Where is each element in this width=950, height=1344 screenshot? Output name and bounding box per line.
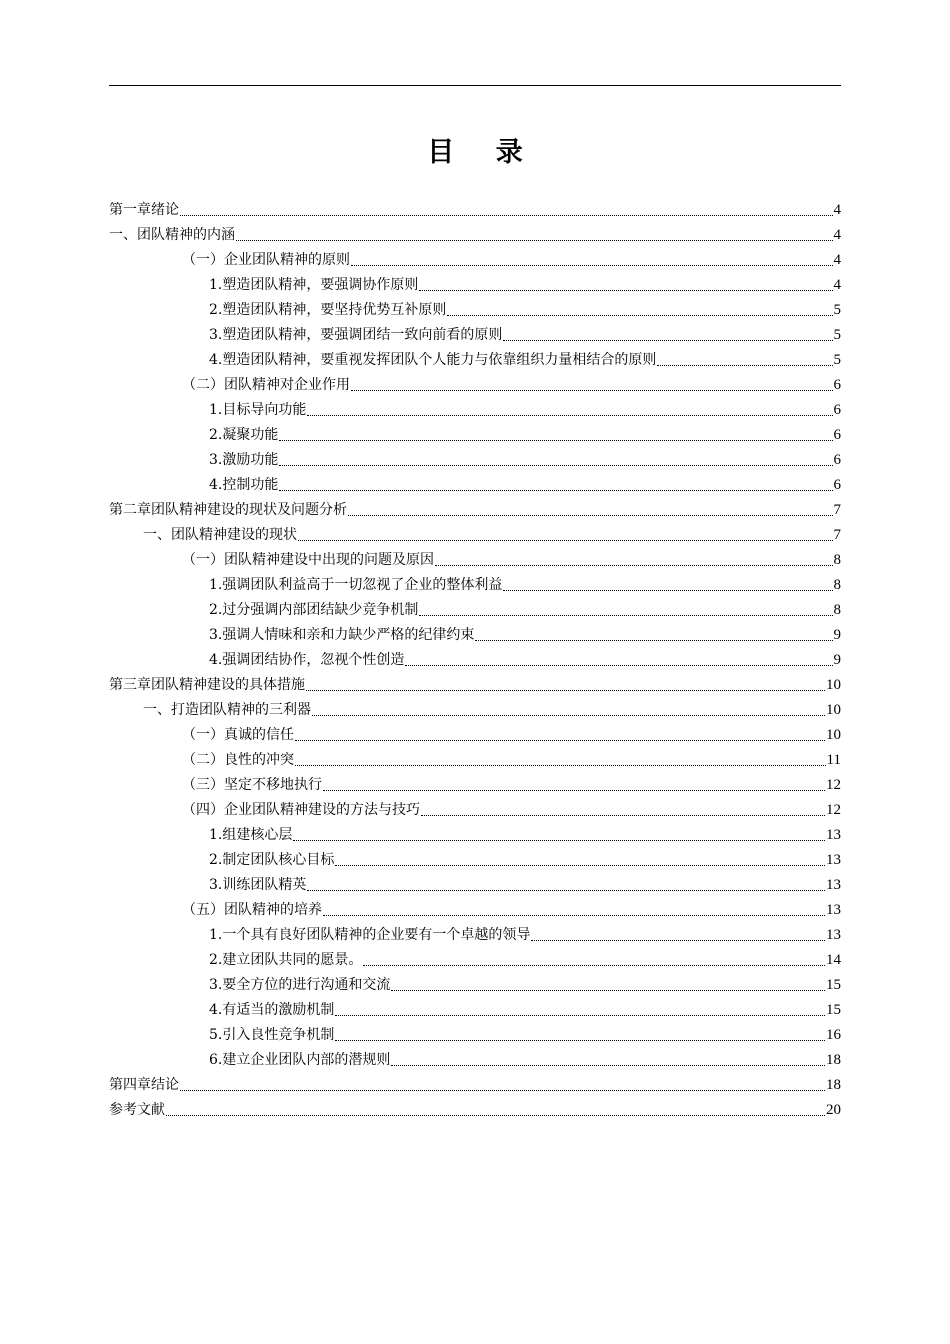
toc-dot-leader [323, 789, 825, 791]
toc-dot-leader [391, 989, 825, 991]
toc-entry-title: 1.塑造团队精神，要强调协作原则 [209, 277, 419, 293]
toc-page-number: 4 [833, 227, 841, 243]
toc-entry-title: 2.制定团队核心目标 [209, 852, 335, 868]
toc-entry-title: 第一章绪论 [109, 202, 179, 218]
toc-entry-title: 第二章团队精神建设的现状及问题分析 [109, 502, 347, 518]
toc-page-number: 8 [833, 577, 841, 593]
toc-entry-title: 第三章团队精神建设的具体措施 [109, 677, 305, 693]
toc-entry-title: （二）团队精神对企业作用 [182, 377, 350, 393]
toc-page-number: 6 [833, 477, 841, 493]
toc-dot-leader [323, 914, 825, 916]
toc-page-number: 15 [826, 977, 841, 993]
toc-page-number: 10 [826, 677, 841, 693]
toc-entry-title: （一）企业团队精神的原则 [182, 252, 350, 268]
toc-entry-title: 4.强调团结协作，忽视个性创造 [209, 652, 405, 668]
toc-dot-leader [419, 289, 832, 291]
toc-entry[interactable] [109, 723, 841, 748]
toc-page-number: 13 [826, 927, 841, 943]
toc-entry[interactable] [109, 798, 841, 823]
toc-page-number: 10 [826, 702, 841, 718]
toc-entry-title: 2.凝聚功能 [209, 427, 279, 443]
toc-page-number: 5 [833, 352, 841, 368]
toc-dot-leader [351, 389, 833, 391]
toc-entry[interactable] [109, 823, 841, 848]
toc-entry[interactable] [109, 498, 841, 523]
toc-entry[interactable] [109, 648, 841, 673]
toc-page-number: 12 [826, 777, 841, 793]
toc-entry[interactable] [109, 998, 841, 1023]
toc-entry-title: 1.一个具有良好团队精神的企业要有一个卓越的领导 [209, 927, 531, 943]
toc-page-number: 12 [826, 802, 841, 818]
toc-page-number: 6 [833, 427, 841, 443]
toc-entry-title: 3.训练团队精英 [209, 877, 307, 893]
toc-entry-title: 一、团队精神建设的现状 [143, 527, 297, 543]
toc-dot-leader [293, 839, 825, 841]
toc-entry[interactable] [109, 973, 841, 998]
toc-page-number: 5 [833, 302, 841, 318]
toc-dot-leader [435, 564, 833, 566]
toc-entry[interactable] [109, 698, 841, 723]
toc-entry-title: 2.过分强调内部团结缺少竞争机制 [209, 602, 419, 618]
toc-dot-leader [419, 614, 832, 616]
toc-entry[interactable] [109, 323, 841, 348]
toc-dot-leader [421, 814, 825, 816]
toc-entry-title: 4.控制功能 [209, 477, 279, 493]
toc-page-number: 9 [833, 652, 841, 668]
toc-page-number: 11 [826, 752, 841, 768]
toc-entry-title: 6.建立企业团队内部的潜规则 [209, 1052, 391, 1068]
toc-dot-leader [335, 1014, 825, 1016]
toc-entry[interactable] [109, 773, 841, 798]
toc-page-number: 4 [833, 252, 841, 268]
toc-entry[interactable] [109, 423, 841, 448]
toc-dot-leader [335, 864, 825, 866]
toc-dot-leader [351, 264, 833, 266]
toc-dot-leader [298, 539, 833, 541]
toc-entry-title: 一、团队精神的内涵 [109, 227, 235, 243]
toc-entry[interactable] [109, 198, 841, 223]
toc-dot-leader [503, 339, 832, 341]
toc-dot-leader [180, 214, 833, 216]
toc-entry-title: 4.塑造团队精神，要重视发挥团队个人能力与依靠组织力量相结合的原则 [209, 352, 657, 368]
toc-dot-leader [295, 764, 826, 766]
toc-dot-leader [405, 664, 832, 666]
toc-dot-leader [279, 439, 832, 441]
toc-entry-title: 3.强调人情味和亲和力缺少严格的纪律约束 [209, 627, 475, 643]
toc-page-number: 4 [833, 202, 841, 218]
toc-entry-title: 1.目标导向功能 [209, 402, 307, 418]
toc-dot-leader [503, 589, 832, 591]
toc-page-number: 13 [826, 827, 841, 843]
toc-entry-title: （一）团队精神建设中出现的问题及原因 [182, 552, 434, 568]
toc-entry-title: 1.组建核心层 [209, 827, 293, 843]
toc-page-number: 5 [833, 327, 841, 343]
toc-page-number: 6 [833, 452, 841, 468]
toc-dot-leader [180, 1089, 825, 1091]
toc-entry[interactable] [109, 573, 841, 598]
toc-entry-title: 3.要全方位的进行沟通和交流 [209, 977, 391, 993]
toc-dot-leader [279, 464, 832, 466]
toc-page-number: 7 [833, 502, 841, 518]
toc-entry[interactable] [109, 473, 841, 498]
toc-entry-title: 5.引入良性竞争机制 [209, 1027, 335, 1043]
toc-dot-leader [307, 414, 832, 416]
toc-page-number: 10 [826, 727, 841, 743]
toc-dot-leader [295, 739, 825, 741]
toc-page-number: 13 [826, 902, 841, 918]
toc-dot-leader [335, 1039, 825, 1041]
toc-entry-title: （四）企业团队精神建设的方法与技巧 [182, 802, 420, 818]
toc-entry-title: 参考文献 [109, 1102, 165, 1118]
header-rule [109, 85, 841, 86]
toc-entry[interactable] [109, 1023, 841, 1048]
toc-entry-title: 4.有适当的激励机制 [209, 1002, 335, 1018]
toc-page-number: 14 [826, 952, 841, 968]
toc-dot-leader [279, 489, 832, 491]
toc-entry[interactable] [109, 623, 841, 648]
toc-page-number: 8 [833, 552, 841, 568]
toc-entry-title: 3.塑造团队精神，要强调团结一致向前看的原则 [209, 327, 503, 343]
page-title: 目 录 [427, 137, 539, 168]
toc-dot-leader [531, 939, 825, 941]
toc-dot-leader [312, 714, 825, 716]
toc-entry-title: （五）团队精神的培养 [182, 902, 322, 918]
toc-page-number: 15 [826, 1002, 841, 1018]
toc-page-number: 8 [833, 602, 841, 618]
toc-entry[interactable] [109, 873, 841, 898]
toc-entry-title: （二）良性的冲突 [182, 752, 294, 768]
toc-entry[interactable] [109, 1048, 841, 1073]
toc-entry-title: （三）坚定不移地执行 [182, 777, 322, 793]
toc-entry[interactable] [109, 223, 841, 248]
toc-entry-title: 第四章结论 [109, 1077, 179, 1093]
toc-entry[interactable] [109, 348, 841, 373]
toc-dot-leader [657, 364, 832, 366]
toc-entry[interactable] [109, 1098, 841, 1123]
toc-dot-leader [307, 889, 825, 891]
toc-dot-leader [166, 1114, 825, 1116]
toc-page-number: 20 [826, 1102, 841, 1118]
toc-page-number: 16 [826, 1027, 841, 1043]
toc-page-number: 6 [833, 402, 841, 418]
toc-page-number: 4 [833, 277, 841, 293]
toc-entry[interactable] [109, 398, 841, 423]
toc-entry[interactable] [109, 248, 841, 273]
toc-page-number: 7 [833, 527, 841, 543]
toc-entry[interactable] [109, 373, 841, 398]
toc-entry[interactable] [109, 748, 841, 773]
toc-entry-title: 2.塑造团队精神，要坚持优势互补原则 [209, 302, 447, 318]
toc-page-number: 18 [826, 1077, 841, 1093]
toc-entry[interactable] [109, 523, 841, 548]
toc-entry[interactable] [109, 598, 841, 623]
toc-dot-leader [391, 1064, 825, 1066]
toc-entry[interactable] [109, 273, 841, 298]
toc-entry-title: 1.强调团队利益高于一切忽视了企业的整体利益 [209, 577, 503, 593]
toc-entry[interactable] [109, 1073, 841, 1098]
toc-entry[interactable] [109, 948, 841, 973]
toc-entry-title: 3.激励功能 [209, 452, 279, 468]
toc-entry-title: 一、打造团队精神的三利器 [143, 702, 311, 718]
toc-page-number: 18 [826, 1052, 841, 1068]
table-of-contents [109, 198, 841, 1123]
toc-entry[interactable] [109, 848, 841, 873]
toc-entry[interactable] [109, 548, 841, 573]
toc-entry-title: （一）真诚的信任 [182, 727, 294, 743]
toc-dot-leader [348, 514, 833, 516]
toc-dot-leader [236, 239, 833, 241]
toc-entry[interactable] [109, 298, 841, 323]
toc-entry[interactable] [109, 923, 841, 948]
toc-entry-title: 2.建立团队共同的愿景。 [209, 952, 363, 968]
toc-entry[interactable] [109, 448, 841, 473]
toc-dot-leader [306, 689, 825, 691]
toc-dot-leader [475, 639, 832, 641]
toc-entry[interactable] [109, 673, 841, 698]
toc-page-number: 6 [833, 377, 841, 393]
toc-entry[interactable] [109, 898, 841, 923]
toc-page-number: 13 [826, 877, 841, 893]
toc-page-number: 13 [826, 852, 841, 868]
toc-page-number: 9 [833, 627, 841, 643]
toc-dot-leader [447, 314, 832, 316]
toc-dot-leader [363, 964, 825, 966]
